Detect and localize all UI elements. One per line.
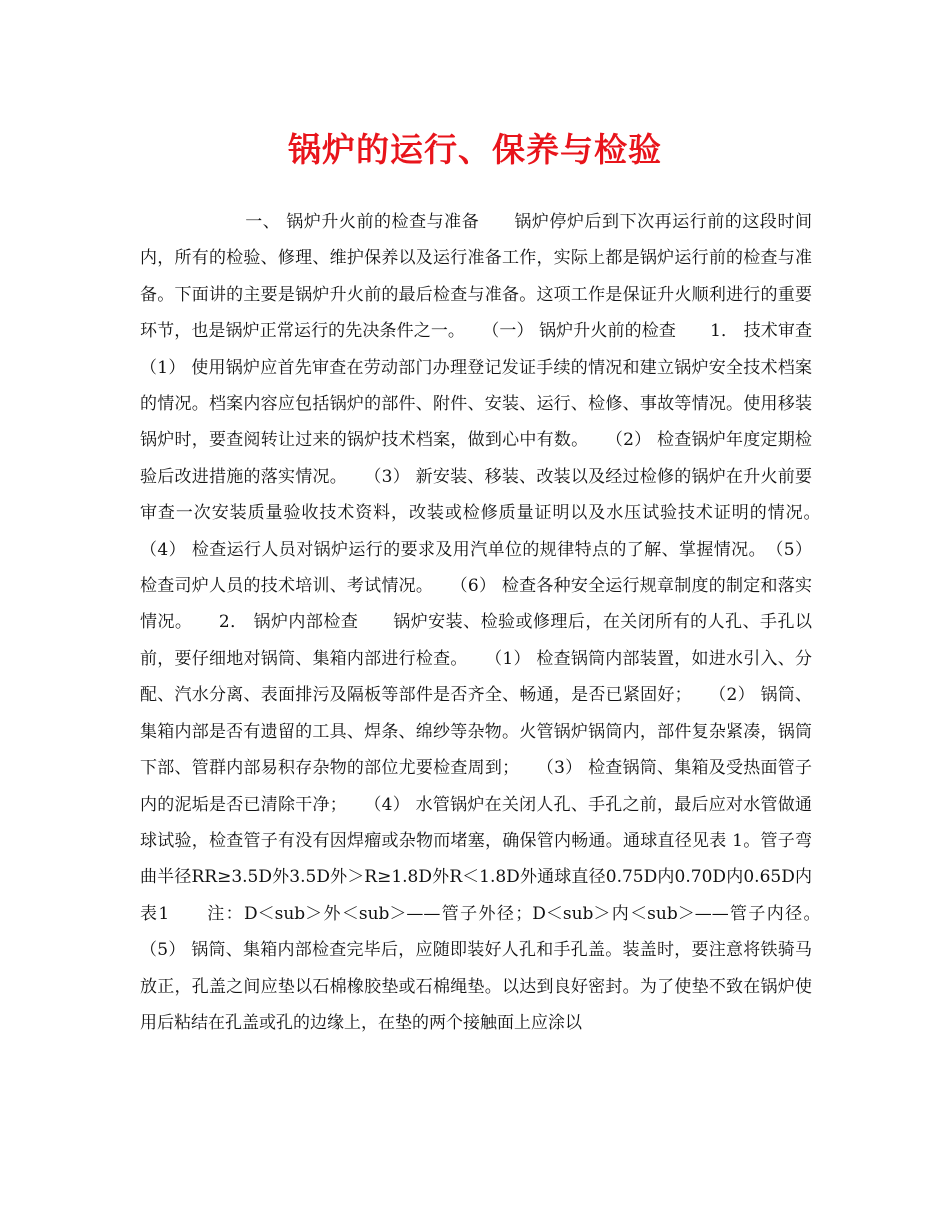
document-body-paragraph: 一、 锅炉升火前的检查与准备 锅炉停炉后到下次再运行前的这段时间内，所有的检验、修理、维护保养以及运行准备工作，实际上都是锅炉运行前的检查与准备。下面讲的主要是锅炉升火前的最后检查与准备。这项工作是保证升火顺利进行的重要环节，也是锅炉正常运行的先决条件之一。 （一） 锅炉升火前的检查 1． 技术审查 （1） 使用锅炉应首先审查在劳动部门办理登记发证手续的情况和建立锅炉安全技术档案的情况。档案内容应包括锅炉的部件、附件、安装、运行、检修、事故等情况。使用移装锅炉时，要查阅转让过来的锅炉技术档案，做到心中有数。 （2） 检查锅炉年度定期检验后改进措施的落实情况。 （3） 新安装、移装、改装以及经过检修的锅炉在升火前要审查一次安装质量验收技术资料，改装或检修质量证明以及水压试验技术证明的情况。 （4） 检查运行人员对锅炉运行的要求及用汽单位的规律特点的了解、掌握情况。 （5） 检查司炉人员的技术培训、考试情况。 （6） 检查各种安全运行规章制度的制定和落实情况。 2． 锅炉内部检查 锅炉安装、检验或修理后，在关闭所有的人孔、手孔以前，要仔细地对锅筒、集箱内部进行检查。 （1） 检查锅筒内部装置，如进水引入、分配、汽水分离、表面排污及隔板等部件是否齐全、畅通，是否已紧固好； （2） 锅筒、集箱内部是否有遗留的工具、焊条、绵纱等杂物。火管锅炉锅筒内，部件复杂紧凑，锅筒下部、管群内部易积存杂物的部位尤要检查周到； （3） 检查锅筒、集箱及受热面管子内的泥垢是否已清除干净； （4） 水管锅炉在关闭人孔、手孔之前，最后应对水管做通球试验，检查管子有没有因焊瘤或杂物而堵塞，确保管内畅通。通球直径见表 1。管子弯曲半径RR≥3.5D外3.5D外＞R≥1.8D外R＜1.8D外通球直径0.75D内0.70D内0.65D内表1 注：D＜sub＞外＜sub＞——管子外径；D＜sub＞内＜sub＞——管子内径。 （5） 锅筒、集箱内部检查完毕后，应随即装好人孔和手孔盖。装盖时，要注意将铁骑马放正，孔盖之间应垫以石棉橡胶垫或石棉绳垫。以达到良好密封。为了使垫不致在锅炉使用后粘结在孔盖或孔的边缘上，在垫的两个接触面上应涂以 — [140, 212, 846, 1033]
document-title: 锅炉的运行、保养与检验 — [288, 130, 662, 169]
